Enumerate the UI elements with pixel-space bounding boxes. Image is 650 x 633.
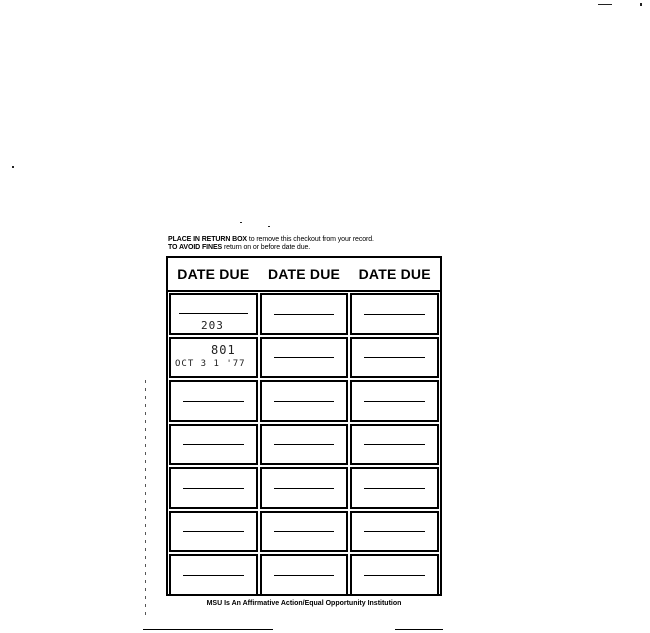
date-cell: [260, 554, 349, 596]
scan-speck: [598, 4, 612, 5]
scan-speck: [240, 222, 242, 223]
date-stamp: 801: [211, 342, 236, 357]
scan-speck: [640, 3, 642, 6]
date-due-rows: [168, 292, 440, 597]
date-cell: [350, 511, 439, 553]
date-cell: [260, 380, 349, 422]
column-header: DATE DUE: [358, 266, 431, 282]
instruction-2-bold: TO AVOID FINES: [168, 244, 223, 251]
date-cell: [169, 424, 258, 466]
date-cell: [169, 554, 258, 596]
scan-speck: [12, 166, 14, 168]
scan-line: [143, 629, 273, 630]
header-row: [168, 258, 440, 292]
date-due-table: [166, 256, 442, 596]
date-cell: [169, 467, 258, 509]
instructions: [168, 236, 446, 252]
date-cell: [350, 380, 439, 422]
date-cell: [169, 511, 258, 553]
footer-text: MSU Is An Affirmative Action/Equal Opportunity Institution: [206, 600, 402, 607]
instruction-1-bold: PLACE IN RETURN BOX: [168, 236, 247, 243]
date-cell: [350, 293, 439, 335]
date-cell: [350, 337, 439, 379]
date-cell: [350, 467, 439, 509]
date-cell: [260, 293, 349, 335]
column-header: DATE DUE: [177, 266, 250, 282]
scan-speck: [268, 226, 270, 227]
instruction-2-text: return on or before date due.: [222, 244, 311, 251]
date-cell: [169, 380, 258, 422]
date-cell: [169, 337, 258, 379]
instruction-line-2: [168, 244, 446, 252]
date-cell: [350, 424, 439, 466]
instruction-line-1: [168, 236, 446, 244]
date-stamp: 203: [201, 319, 224, 332]
column-header: DATE DUE: [267, 266, 341, 282]
instruction-1-text: to remove this checkout from your record.: [247, 236, 374, 243]
date-cell: [260, 467, 349, 509]
date-cell: [350, 554, 439, 596]
date-cell: [260, 511, 349, 553]
date-stamp: OCT 3 1 '77: [175, 358, 246, 369]
date-due-slip: [166, 236, 446, 607]
page-edge-marks: [145, 380, 146, 620]
date-cell: [169, 293, 258, 335]
scan-line: [395, 629, 443, 630]
date-cell: [260, 337, 349, 379]
date-cell: [260, 424, 349, 466]
